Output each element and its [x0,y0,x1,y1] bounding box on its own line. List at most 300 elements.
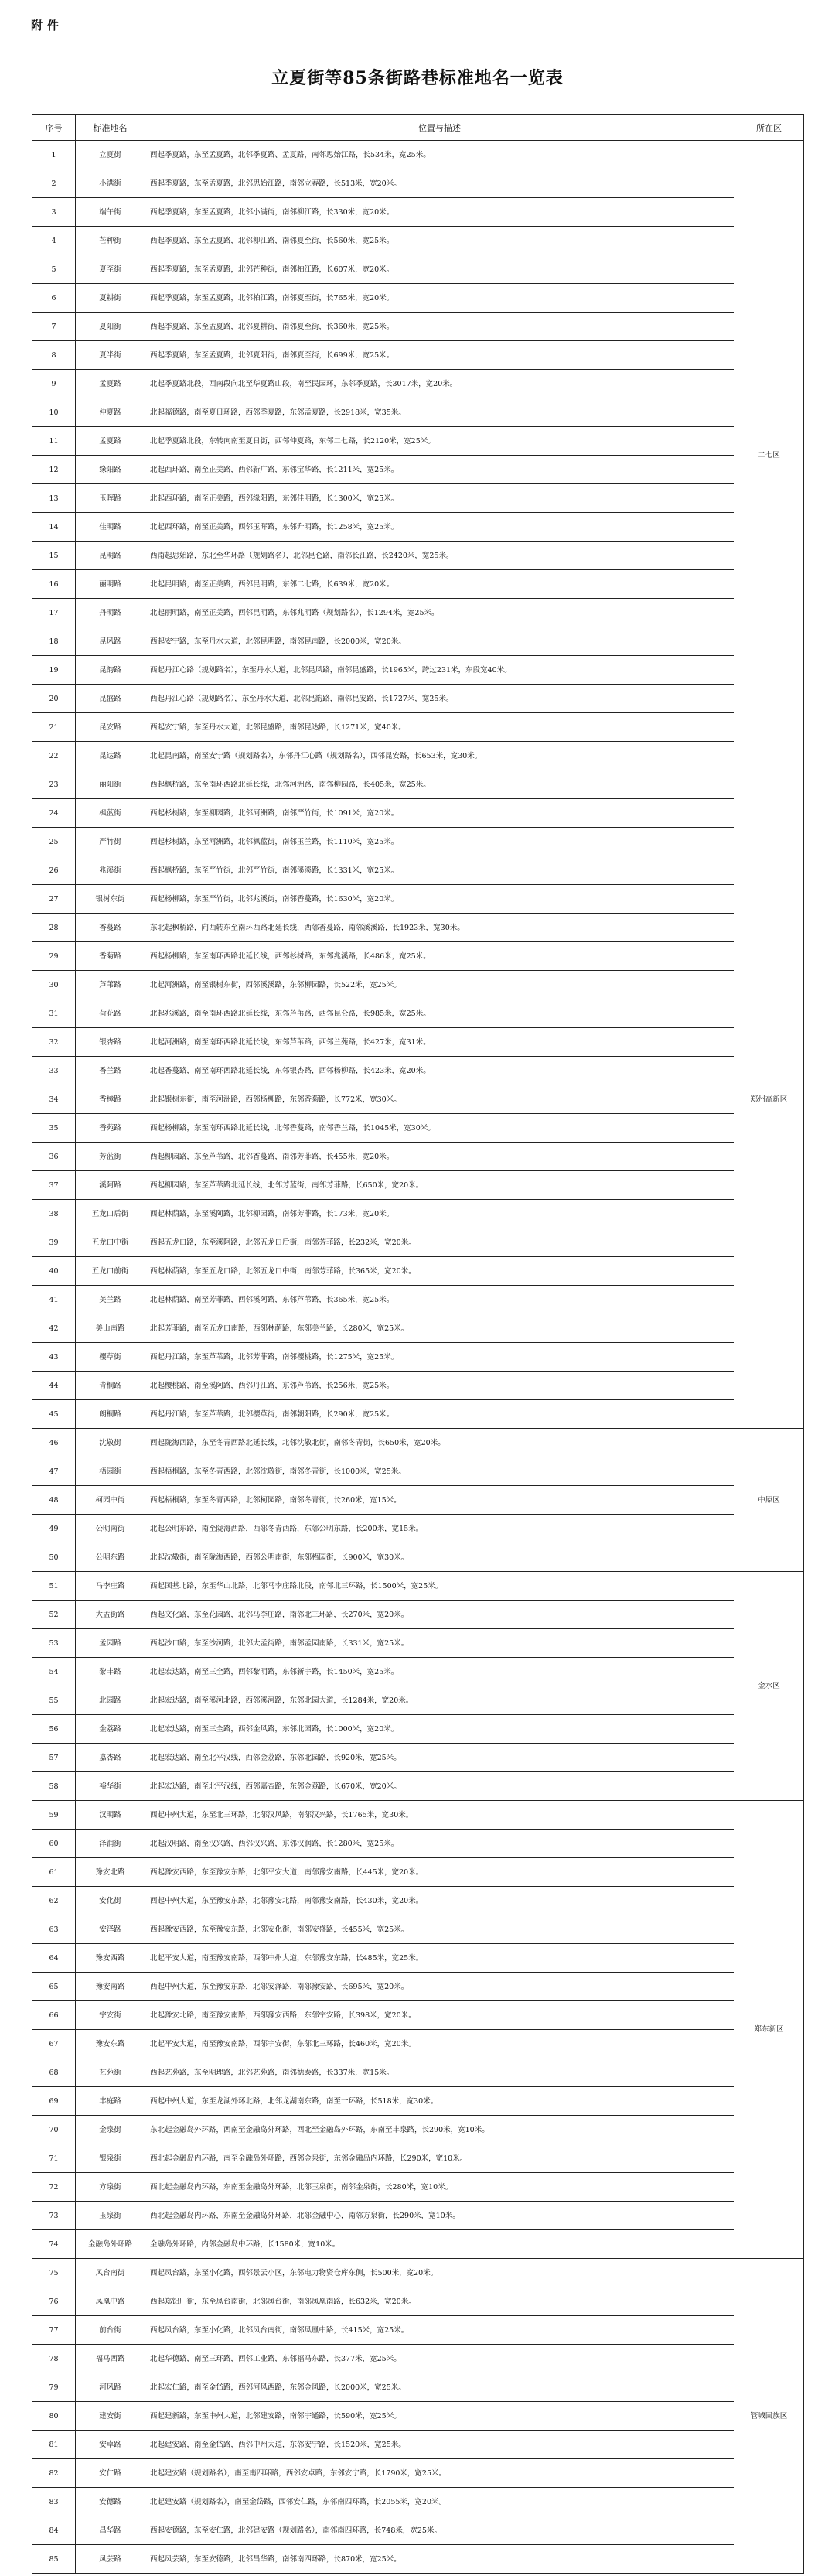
location-description: 西起沙口路，东至沙河路，北邻大孟街路，南邻孟园南路，长331米，宽25米。 [145,1629,734,1658]
district-cell: 郑东新区 [734,1801,804,2259]
standard-name: 安化街 [76,1887,145,1915]
row-number: 19 [32,656,76,685]
standard-name: 五龙口后街 [76,1200,145,1228]
standard-name: 玉晖路 [76,484,145,513]
location-description: 北起宏达路，南至溪河北路，西邻溪河路，东邻北园大道，长1284米，宽20米。 [145,1686,734,1715]
location-description: 西北起金融岛内环路，东南至金融岛外环路，北邻金融中心，南邻方泉街，长290米，宽10米。 [145,2202,734,2230]
standard-name: 金泉街 [76,2116,145,2144]
location-description: 北起建安路，南至金岱路，西邻中州大道，东邻安宁路，长1520米，宽25米。 [145,2431,734,2459]
standard-name: 朗桐路 [76,1400,145,1429]
table-row [32,1457,804,1486]
row-number: 42 [32,1314,76,1343]
location-description: 西起杨柳路，东至严竹街，北邻兆溪街，南邻香蔓路，长1630米，宽20米。 [145,885,734,914]
location-description: 西起凤芸路，东至安德路，北邻昌华路，南邻南四环路，长870米，宽25米。 [145,2545,734,2574]
location-description: 西起梧桐路，东至冬青西路，北邻沈敬街，南邻冬青街，长1000米，宽25米。 [145,1457,734,1486]
standard-name: 枫蓝街 [76,799,145,828]
row-number: 18 [32,627,76,656]
location-description: 西起中州大道，东至豫安东路，北邻安泽路，南邻豫安路，长695米，宽20米。 [145,1973,734,2001]
row-number: 1 [32,141,76,169]
location-description: 西起艺苑路，东至明理路，北邻艺苑路，南邻德泰路，长337米，宽15米。 [145,2058,734,2087]
location-description: 北起宏达路，南至北平汉线，西邻嘉杏路，东邻金荔路，长670米，宽20米。 [145,1772,734,1801]
table-row [32,1686,804,1715]
row-number: 85 [32,2545,76,2574]
standard-name: 安卓路 [76,2431,145,2459]
location-description: 西起季夏路，东至孟夏路，北邻夏耕街，南邻夏至街，长360米，宽25米。 [145,313,734,341]
column-header: 标准地名 [76,115,145,141]
table-row [32,1543,804,1572]
row-number: 17 [32,599,76,627]
location-description: 西起中州大道，东至龙湖外环北路，北邻龙湖南东路，南至一环路，长518米，宽30米。 [145,2087,734,2116]
district-cell: 中原区 [734,1429,804,1572]
table-row [32,1858,804,1887]
row-number: 30 [32,971,76,999]
row-number: 36 [32,1143,76,1171]
standard-name: 安仁路 [76,2459,145,2488]
table-row [32,542,804,570]
standard-name: 银杏路 [76,1028,145,1057]
row-number: 31 [32,999,76,1028]
standard-name: 豫安西路 [76,1944,145,1973]
location-description: 北起河洲路，南至银树东街，西邻溪溪路，东邻柳园路，长522米，宽25米。 [145,971,734,999]
standard-name: 夏耕街 [76,284,145,313]
row-number: 8 [32,341,76,370]
standard-name: 黎丰路 [76,1658,145,1686]
row-number: 75 [32,2259,76,2287]
standard-name: 丹明路 [76,599,145,627]
location-description: 西起丹江路，东至芦苇路，北邻芳菲路，南邻樱桃路，长1275米，宽25米。 [145,1343,734,1372]
table-row [32,599,804,627]
standard-name: 香蔓路 [76,914,145,942]
table-row [32,2173,804,2202]
standard-name: 香樟路 [76,1085,145,1114]
standard-name: 芦苇路 [76,971,145,999]
row-number: 24 [32,799,76,828]
standard-name: 公明东路 [76,1543,145,1572]
location-description: 西起豫安西路，东至豫安东路，北邻安化街，南邻安盛路，长455米，宽25米。 [145,1915,734,1944]
table-row [32,1601,804,1629]
table-row [32,2287,804,2316]
standard-name: 端午街 [76,198,145,227]
table-row [32,1772,804,1801]
table-row [32,1228,804,1257]
column-header: 所在区 [734,115,804,141]
location-description: 北起昆明路，南至正美路，西邻昆明路，东邻二七路，长639米，宽20米。 [145,570,734,599]
table-row [32,1429,804,1457]
row-number: 22 [32,742,76,770]
standard-name: 河风路 [76,2373,145,2402]
row-number: 53 [32,1629,76,1658]
location-description: 金融岛外环路，内邻金融岛中环路，长1580米，宽10米。 [145,2230,734,2259]
table-row [32,513,804,542]
table-row [32,971,804,999]
table-row [32,999,804,1028]
row-number: 44 [32,1372,76,1400]
standard-name: 兆溪街 [76,856,145,885]
standard-name: 夏阳街 [76,313,145,341]
row-number: 41 [32,1286,76,1314]
location-description: 北起西环路，南至正美路，西邻缘阳路，东邻佳明路，长1300米，宽25米。 [145,484,734,513]
table-row [32,2202,804,2230]
district-cell: 郑州高新区 [734,770,804,1429]
table-row [32,570,804,599]
table-row [32,2545,804,2574]
standard-name: 严竹街 [76,828,145,856]
standard-name: 五龙口中街 [76,1228,145,1257]
table-row [32,1200,804,1228]
location-description: 北起樱桃路，南至溪阿路，西邻丹江路，东邻芦苇路，长256米，宽25米。 [145,1372,734,1400]
location-description: 北起西环路，南至正美路，西邻新广路，东邻宝华路，长1211米，宽25米。 [145,456,734,484]
standard-name: 银泉街 [76,2144,145,2173]
column-header: 位置与描述 [145,115,734,141]
table-row [32,1944,804,1973]
standard-name: 汉明路 [76,1801,145,1830]
standard-name: 美山南路 [76,1314,145,1343]
standard-name: 丽阳街 [76,770,145,799]
row-number: 78 [32,2345,76,2373]
standard-name: 香菊路 [76,942,145,971]
table-row [32,2230,804,2259]
standard-name: 艺苑街 [76,2058,145,2087]
location-description: 北起平安大道，南至豫安南路，西邻宇安街，东邻北三环路，长460米，宽20米。 [145,2030,734,2058]
row-number: 10 [32,398,76,427]
table-header-row [32,115,804,141]
table-row [32,2345,804,2373]
table-row [32,2373,804,2402]
row-number: 46 [32,1429,76,1457]
table-body [32,141,804,2574]
row-number: 5 [32,255,76,284]
table-row [32,856,804,885]
table-row [32,1028,804,1057]
standard-name: 青桐路 [76,1372,145,1400]
table-row [32,1114,804,1143]
page-title: 立夏街等85条街路巷标准地名一览表 [271,68,564,88]
row-number: 25 [32,828,76,856]
standard-name: 樱草街 [76,1343,145,1372]
standard-name: 昆风路 [76,627,145,656]
location-description: 北起兆溪路，南至南环西路北延长线，东邻芦苇路，西邻昆仑路，长985米，宽25米。 [145,999,734,1028]
standard-name: 福马西路 [76,2345,145,2373]
location-description: 西起丹江路，东至芦苇路，北邻樱草街，南邻朝阳路，长290米，宽25米。 [145,1400,734,1429]
location-description: 西起杉树路，东至柳园路，北邻河洲路，南邻严竹街，长1091米，宽20米。 [145,799,734,828]
row-number: 32 [32,1028,76,1057]
standard-name: 昌华路 [76,2516,145,2545]
table-row [32,713,804,742]
table-row [32,1658,804,1686]
location-description: 西起季夏路，东至孟夏路，北邻柏江路，南邻夏至街，长765米，宽20米。 [145,284,734,313]
location-description: 北起丽明路，南至正美路，西邻昆明路，东邻兆明路（规划路名），长1294米，宽25米。 [145,599,734,627]
location-description: 北起西环路，南至正美路，西邻玉晖路，东邻升明路，长1258米，宽25米。 [145,513,734,542]
table-row [32,1085,804,1114]
standard-name: 小满街 [76,169,145,198]
district-cell: 二七区 [734,141,804,770]
location-description: 东北起枫桥路，向西转东至南环西路北延长线，西邻香蔓路，南邻溪溪路，长1923米，宽30米。 [145,914,734,942]
table-row [32,398,804,427]
row-number: 50 [32,1543,76,1572]
row-number: 56 [32,1715,76,1744]
row-number: 3 [32,198,76,227]
standard-name: 风台南街 [76,2259,145,2287]
table-row [32,828,804,856]
standard-name: 梧园街 [76,1457,145,1486]
row-number: 70 [32,2116,76,2144]
table-row [32,227,804,255]
row-number: 23 [32,770,76,799]
table-row [32,2488,804,2516]
row-number: 45 [32,1400,76,1429]
standard-name: 前台街 [76,2316,145,2345]
row-number: 64 [32,1944,76,1973]
row-number: 35 [32,1114,76,1143]
table-row [32,2516,804,2545]
location-description: 西起季夏路，东至孟夏路，北邻夏阳街，南邻夏至街，长699米，宽25米。 [145,341,734,370]
row-number: 21 [32,713,76,742]
standard-name: 柯园中街 [76,1486,145,1515]
table-row [32,2402,804,2431]
row-number: 68 [32,2058,76,2087]
standard-name: 昆明路 [76,542,145,570]
table-row [32,685,804,713]
table-row [32,1343,804,1372]
row-number: 43 [32,1343,76,1372]
standard-name: 豫安东路 [76,2030,145,2058]
location-description: 西起豫安西路，东至豫安东路，北邻平安大道，南邻豫安南路，长445米，宽20米。 [145,1858,734,1887]
row-number: 67 [32,2030,76,2058]
location-description: 北起华德路，南至三环路，西邻工业路，东邻福马东路，长377米，宽25米。 [145,2345,734,2373]
row-number: 38 [32,1200,76,1228]
location-description: 北起林荫路，南至芳菲路，西邻溪阿路，东邻芦苇路，长365米，宽25米。 [145,1286,734,1314]
standard-name: 方泉街 [76,2173,145,2202]
table-row [32,942,804,971]
row-number: 39 [32,1228,76,1257]
table-row [32,1314,804,1343]
table-row [32,2087,804,2116]
standard-name: 五龙口前街 [76,1257,145,1286]
table-row [32,656,804,685]
table-row [32,370,804,398]
table-row [32,2144,804,2173]
table-row [32,1486,804,1515]
table-row [32,341,804,370]
location-description: 西起建新路，东至中州大道，北邻建安路，南邻宇通路，长590米，宽25米。 [145,2402,734,2431]
location-description: 北起季夏路北段，西南段向北至华夏路山段，南至民园环，东邻季夏路，长3017米，宽20米。 [145,370,734,398]
table-row [32,914,804,942]
row-number: 48 [32,1486,76,1515]
table-row [32,1830,804,1858]
standard-name: 豫安北路 [76,1858,145,1887]
column-header: 序号 [32,115,76,141]
row-number: 12 [32,456,76,484]
table-row [32,1400,804,1429]
location-description: 西南起思始路，东北至华环路（规划路名），北邻昆仑路，南邻长江路，长2420米，宽25米。 [145,542,734,570]
table-row [32,1744,804,1772]
table-row [32,2058,804,2087]
location-description: 西起季夏路，东至孟夏路，北邻思始江路，南邻立春路，长513米，宽20米。 [145,169,734,198]
row-number: 15 [32,542,76,570]
table-row [32,2116,804,2144]
standard-name: 昆安路 [76,713,145,742]
location-description: 西起五龙口路，东至溪阿路，北邻五龙口后街，南邻芳菲路，长232米，宽20米。 [145,1228,734,1257]
street-names-table [32,114,804,2574]
table-row [32,1629,804,1658]
location-description: 西起林荫路，东至溪阿路，北邻柳园路，南邻芳菲路，长173米，宽20米。 [145,1200,734,1228]
row-number: 60 [32,1830,76,1858]
table-row [32,2030,804,2058]
table-row [32,742,804,770]
table-row [32,484,804,513]
standard-name: 凤凰中路 [76,2287,145,2316]
table-row [32,1257,804,1286]
location-description: 北起宏达路，南至三全路，西邻金风路，东邻北园路，长1000米，宽20米。 [145,1715,734,1744]
row-number: 74 [32,2230,76,2259]
table-row [32,1515,804,1543]
row-number: 29 [32,942,76,971]
standard-name: 芒种街 [76,227,145,255]
standard-name: 芳蓝街 [76,1143,145,1171]
location-description: 西起林荫路，东至五龙口路，北邻五龙口中街，南邻芳菲路，长365米，宽20米。 [145,1257,734,1286]
row-number: 62 [32,1887,76,1915]
location-description: 西起国基北路，东至华山北路，北邻马李庄路北段，南邻北三环路，长1500米，宽25米。 [145,1572,734,1601]
standard-name: 孟夏路 [76,427,145,456]
table-row [32,1572,804,1601]
standard-name: 公明南街 [76,1515,145,1543]
standard-name: 豫安南路 [76,1973,145,2001]
table-row [32,1915,804,1944]
table-row [32,313,804,341]
table-row [32,1801,804,1830]
table-row [32,284,804,313]
row-number: 59 [32,1801,76,1830]
table-row [32,255,804,284]
row-number: 72 [32,2173,76,2202]
standard-name: 金荔路 [76,1715,145,1744]
location-description: 西起凤台路，东至小化路，西邻景云小区，东邻电力物资仓库东侧，长500米，宽20米。 [145,2259,734,2287]
table-row [32,198,804,227]
row-number: 2 [32,169,76,198]
standard-name: 银树东街 [76,885,145,914]
standard-name: 昆盛路 [76,685,145,713]
location-description: 西起杨柳路，东至南环西路北延长线，西邻杉树路，东邻兆溪路，长486米，宽25米。 [145,942,734,971]
attachment-label: 附件 [31,19,64,32]
standard-name: 美兰路 [76,1286,145,1314]
standard-name: 裕华街 [76,1772,145,1801]
standard-name: 嘉杏路 [76,1744,145,1772]
table-row [32,1973,804,2001]
standard-name: 丽明路 [76,570,145,599]
location-description: 西起中州大道，东至北三环路，北邻汉风路，南邻汉兴路，长1765米，宽30米。 [145,1801,734,1830]
standard-name: 建安街 [76,2402,145,2431]
table-row [32,627,804,656]
standard-name: 丰庭路 [76,2087,145,2116]
row-number: 34 [32,1085,76,1114]
location-description: 西起季夏路，东至孟夏路，北邻季夏路、孟夏路，南邻思始江路，长534米，宽25米。 [145,141,734,169]
location-description: 西起安德路，东至安仁路，北邻建安路（规划路名），南邻南四环路，长748米，宽25米。 [145,2516,734,2545]
location-description: 北起河洲路，南至南环西路北延长线，东邻芦苇路，西邻兰苑路，长427米，宽31米。 [145,1028,734,1057]
location-description: 西起枫桥路，东至南环西路北延长线，北邻河洲路，南邻柳园路，长405米，宽25米。 [145,770,734,799]
location-description: 西起季夏路，东至孟夏路，北邻柳江路，南邻夏至街，长560米，宽25米。 [145,227,734,255]
row-number: 54 [32,1658,76,1686]
row-number: 52 [32,1601,76,1629]
row-number: 65 [32,1973,76,2001]
table-row [32,2316,804,2345]
standard-name: 宇安街 [76,2001,145,2030]
location-description: 北起宏达路，南至北平汉线，西邻金荔路，东邻北园路，长920米，宽25米。 [145,1744,734,1772]
location-description: 西起季夏路，东至孟夏路，北邻小满街，南邻柳江路，长330米，宽20米。 [145,198,734,227]
row-number: 77 [32,2316,76,2345]
row-number: 69 [32,2087,76,2116]
location-description: 北起香蔓路，南至南环西路北延长线，东邻银杏路，西邻杨柳路，长423米，宽20米。 [145,1057,734,1085]
location-description: 北起季夏路北段，东转向南至夏日街，西邻仲夏路，东邻二七路，长2120米，宽25米。 [145,427,734,456]
location-description: 北起豫安北路，南至豫安南路，西邻豫安西路，东邻宇安路，长398米，宽20米。 [145,2001,734,2030]
location-description: 北起芳菲路，南至五龙口南路，西邻林荫路，东邻美兰路，长280米，宽25米。 [145,1314,734,1343]
row-number: 28 [32,914,76,942]
district-cell: 管城回族区 [734,2259,804,2574]
standard-name: 金融岛外环路 [76,2230,145,2259]
location-description: 西北起金融岛内环路，东南至金融岛外环路，北邻玉泉街，南邻金泉街，长280米，宽10米。 [145,2173,734,2202]
row-number: 37 [32,1171,76,1200]
row-number: 7 [32,313,76,341]
location-description: 西起枫桥路，东至严竹街，北邻严竹街，南邻溪溪路，长1331米，宽25米。 [145,856,734,885]
standard-name: 缘阳路 [76,456,145,484]
row-number: 61 [32,1858,76,1887]
standard-name: 溪阿路 [76,1171,145,1200]
location-description: 北起福德路，南至夏日环路，西邻季夏路，东邻孟夏路，长2918米，宽35米。 [145,398,734,427]
location-description: 西起陇海西路，东至冬青西路北延长线，北邻沈敬北街，南邻冬青街，长650米，宽20米。 [145,1429,734,1457]
row-number: 9 [32,370,76,398]
table-row [32,456,804,484]
location-description: 西起梧桐路，东至冬青西路，北邻柯园路，南邻冬青街，长260米，宽15米。 [145,1486,734,1515]
location-description: 西起季夏路，东至孟夏路，北邻芒种街，南邻柏江路，长607米，宽20米。 [145,255,734,284]
table-row [32,2001,804,2030]
standard-name: 安泽路 [76,1915,145,1944]
row-number: 14 [32,513,76,542]
table-row [32,427,804,456]
row-number: 81 [32,2431,76,2459]
location-description: 北起银树东街，南至河洲路，西邻杨柳路，东邻香菊路，长772米，宽30米。 [145,1085,734,1114]
standard-name: 夏半街 [76,341,145,370]
row-number: 27 [32,885,76,914]
location-description: 西起凤台路，东至小化路，北邻凤台南街，南邻凤凰中路，长415米，宽25米。 [145,2316,734,2345]
table-row [32,1286,804,1314]
location-description: 北起宏仁路，南至金岱路，西邻河风西路，东邻金风路，长2000米，宽25米。 [145,2373,734,2402]
standard-name: 立夏街 [76,141,145,169]
location-description: 北起汉明路，南至汉兴路，西邻汉兴路，东邻汉润路，长1280米，宽25米。 [145,1830,734,1858]
location-description: 西起安宁路，东至丹水大道，北邻昆盛路，南邻昆达路，长1271米，宽40米。 [145,713,734,742]
row-number: 83 [32,2488,76,2516]
table-row [32,169,804,198]
table-row [32,1057,804,1085]
standard-name: 夏至街 [76,255,145,284]
location-description: 西起丹江心路（规划路名），东至丹水大道，北邻昆韵路，南邻昆安路，长1727米，宽25米。 [145,685,734,713]
row-number: 57 [32,1744,76,1772]
location-description: 北起宏达路，南至三全路，西邻黎明路，东邻新宇路，长1450米，宽25米。 [145,1658,734,1686]
standard-name: 荷花路 [76,999,145,1028]
table-row [32,1887,804,1915]
location-description: 北起昆南路，南至安宁路（规划路名），东邻丹江心路（规划路名），西邻昆安路，长653米，宽30米。 [145,742,734,770]
location-description: 西起杨柳路，东至南环西路北延长线，北邻香蔓路，南邻香兰路，长1045米，宽30米。 [145,1114,734,1143]
standard-name: 凤芸路 [76,2545,145,2574]
row-number: 73 [32,2202,76,2230]
row-number: 63 [32,1915,76,1944]
row-number: 79 [32,2373,76,2402]
row-number: 76 [32,2287,76,2316]
row-number: 6 [32,284,76,313]
standard-name: 仲夏路 [76,398,145,427]
row-number: 49 [32,1515,76,1543]
table-row [32,1171,804,1200]
row-number: 16 [32,570,76,599]
standard-name: 大孟街路 [76,1601,145,1629]
